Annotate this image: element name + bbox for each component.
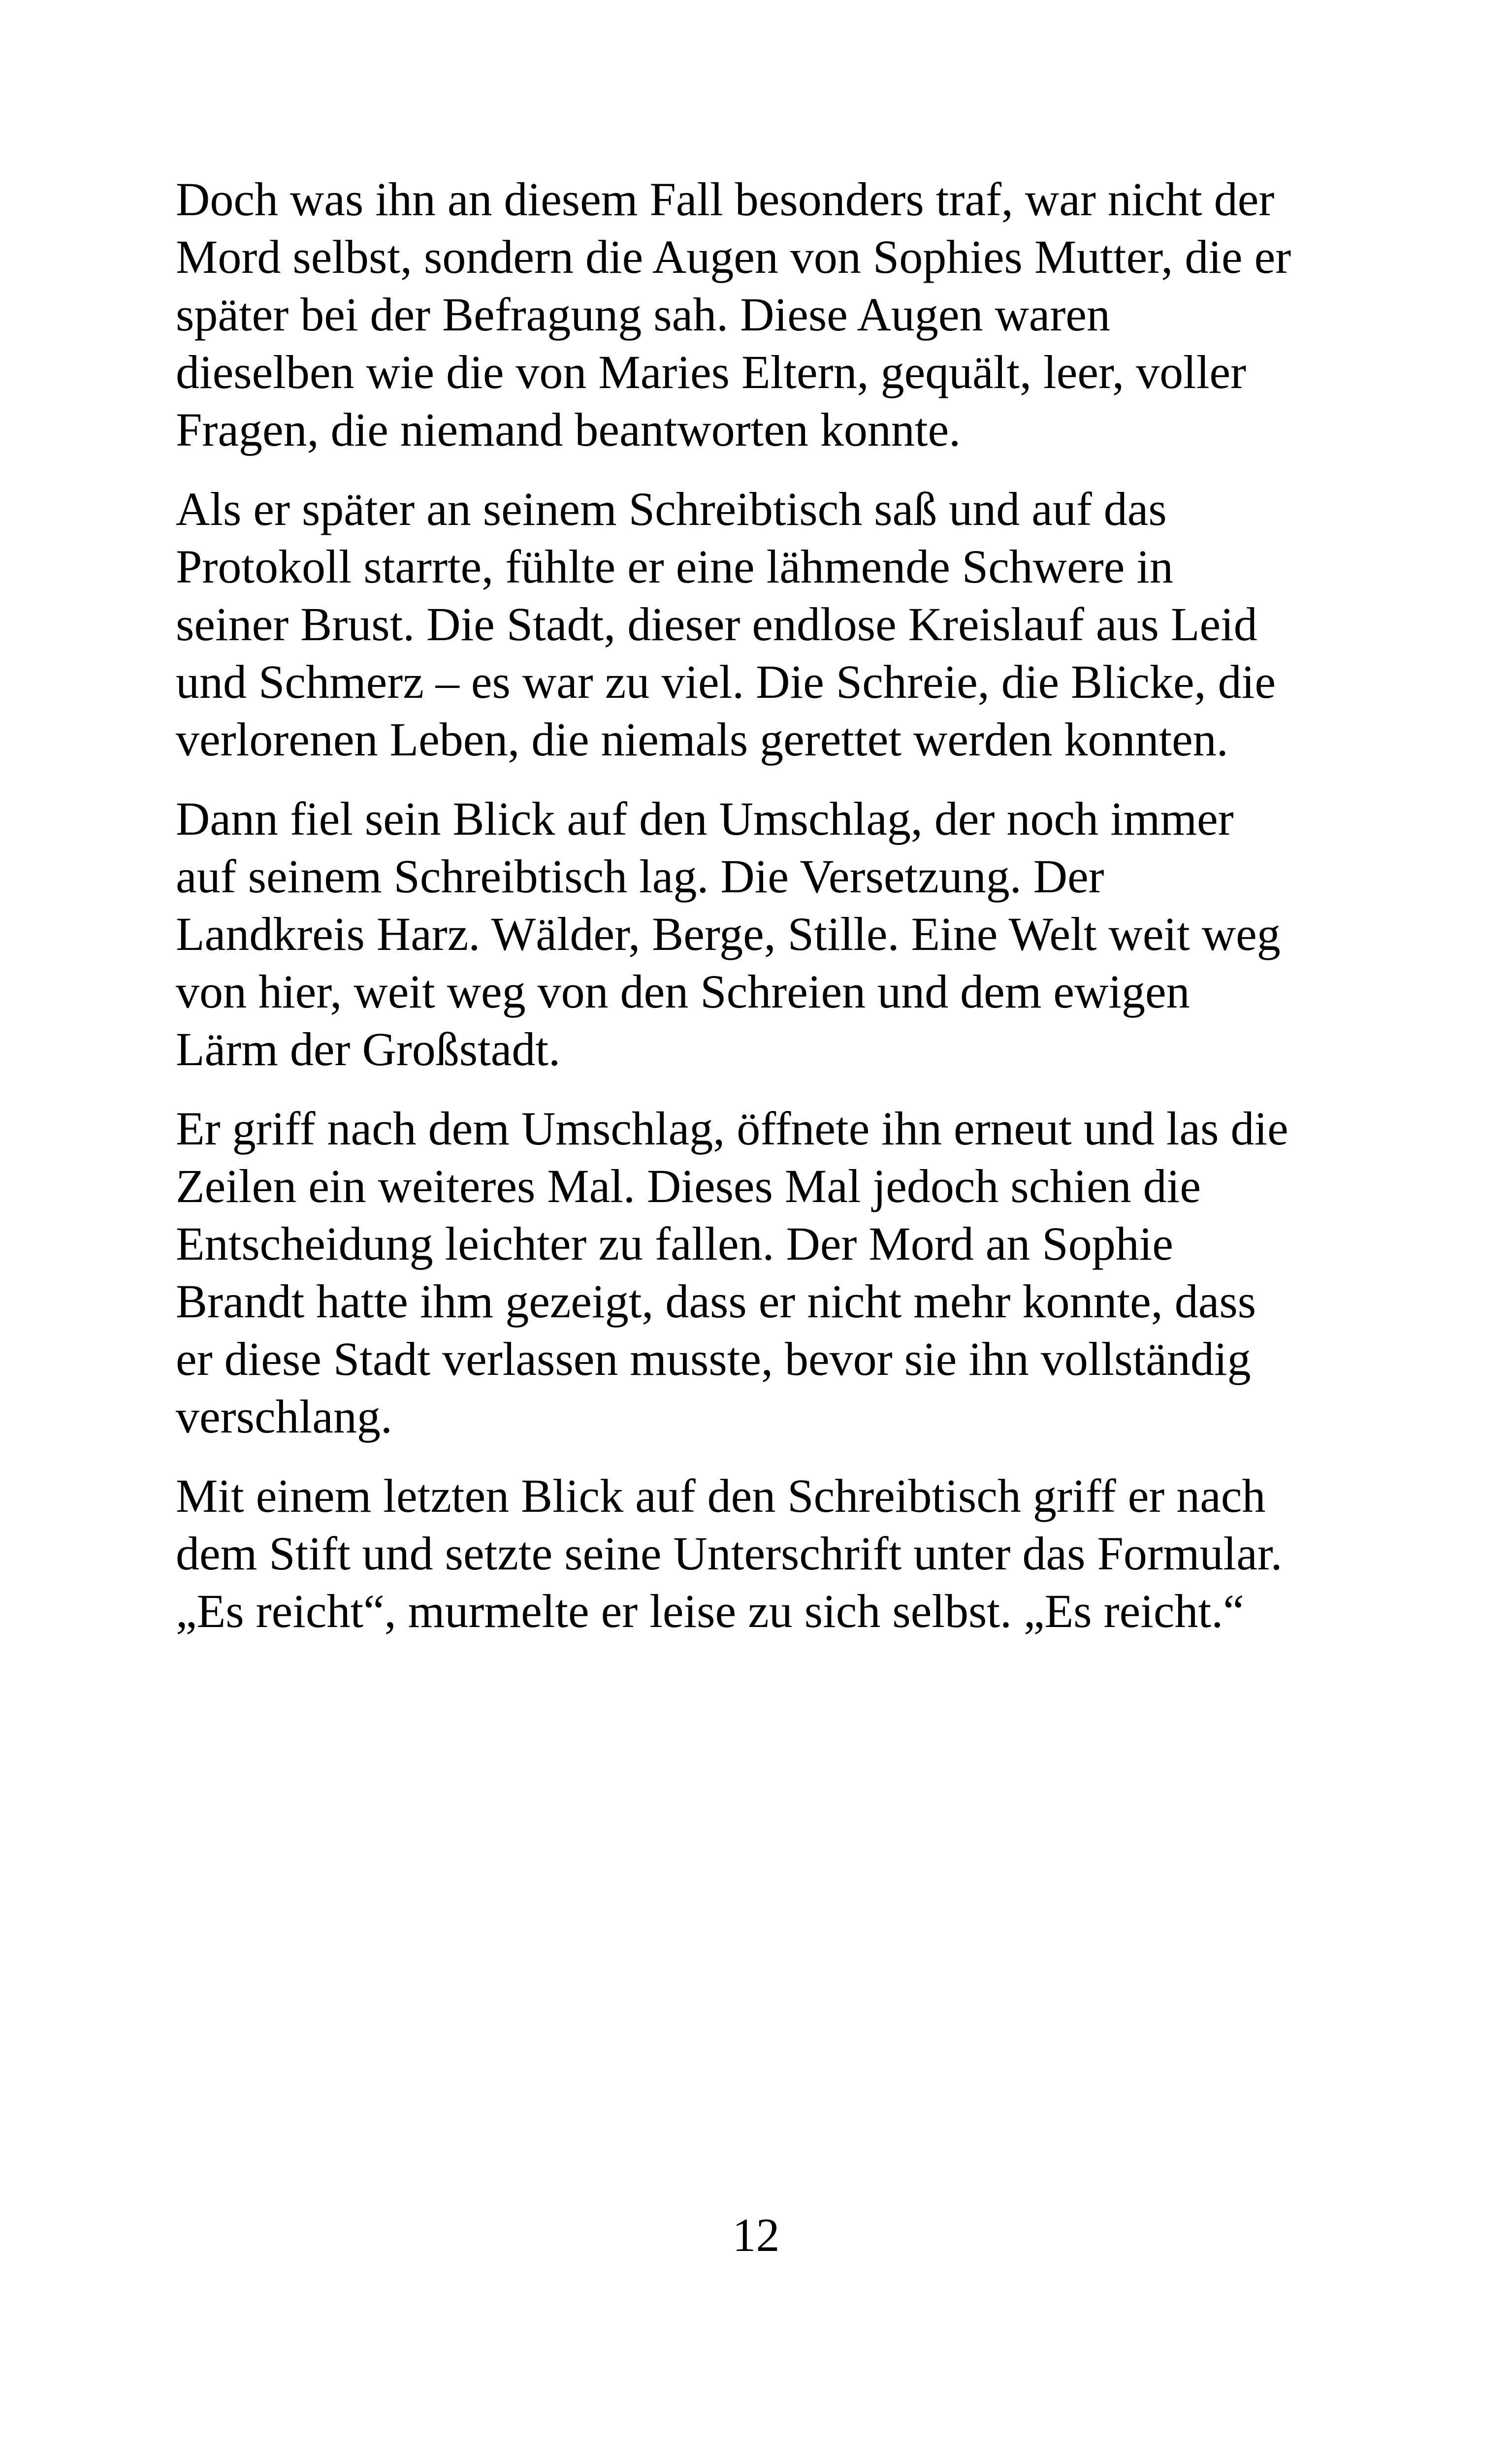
text-line: auf seinem Schreibtisch lag. Die Versetzung. Der — [176, 850, 1104, 903]
paragraph-3 — [176, 790, 1357, 1078]
text-line: dem Stift und setzte seine Unterschrift unter das Formular. — [176, 1527, 1283, 1580]
paragraph-4 — [176, 1100, 1357, 1445]
paragraph-2 — [176, 480, 1357, 768]
text-line: Als er später an seinem Schreibtisch saß und auf das — [176, 483, 1167, 535]
text-line: Lärm der Großstadt. — [176, 1023, 561, 1075]
text-line: später bei der Befragung sah. Diese Augen waren — [176, 288, 1110, 341]
text-line: Entscheidung leichter zu fallen. Der Mord an Sophie — [176, 1217, 1174, 1270]
text-line: Protokoll starrte, fühlte er eine lähmende Schwere in — [176, 540, 1173, 593]
text-line: Er griff nach dem Umschlag, öffnete ihn erneut und las die — [176, 1102, 1288, 1155]
paragraph-5 — [176, 1467, 1357, 1640]
text-line: von hier, weit weg von den Schreien und dem ewigen — [176, 965, 1190, 1018]
text-line: Doch was ihn an diesem Fall besonders traf, war nicht der — [176, 173, 1275, 226]
text-line: Mord selbst, sondern die Augen von Sophies Mutter, die er — [176, 230, 1291, 283]
text-line: verlorenen Leben, die niemals gerettet werden konnten. — [176, 713, 1228, 766]
paragraph-1 — [176, 170, 1357, 458]
text-line: Brandt hatte ihm gezeigt, dass er nicht mehr konnte, dass — [176, 1275, 1256, 1328]
page-number: 12 — [732, 2209, 780, 2261]
text-line: Fragen, die niemand beantworten konnte. — [176, 403, 961, 456]
text-line: dieselben wie die von Maries Eltern, gequält, leer, voller — [176, 346, 1247, 398]
text-line: seiner Brust. Die Stadt, dieser endlose Kreislauf aus Leid — [176, 598, 1257, 651]
text-line: er diese Stadt verlassen musste, bevor sie ihn vollständig — [176, 1333, 1251, 1385]
text-line: „Es reicht“, murmelte er leise zu sich selbst. „Es reicht.“ — [176, 1585, 1244, 1637]
text-line: Dann fiel sein Blick auf den Umschlag, der noch immer — [176, 792, 1234, 845]
text-line: Landkreis Harz. Wälder, Berge, Stille. Eine Welt weit weg — [176, 908, 1281, 960]
text-line: Zeilen ein weiteres Mal. Dieses Mal jedoch schien die — [176, 1160, 1201, 1212]
text-line: verschlang. — [176, 1390, 392, 1443]
text-line: und Schmerz – es war zu viel. Die Schreie, die Blicke, die — [176, 655, 1276, 708]
body-text — [176, 170, 1357, 1661]
text-line: Mit einem letzten Blick auf den Schreibtisch griff er nach — [176, 1469, 1266, 1522]
